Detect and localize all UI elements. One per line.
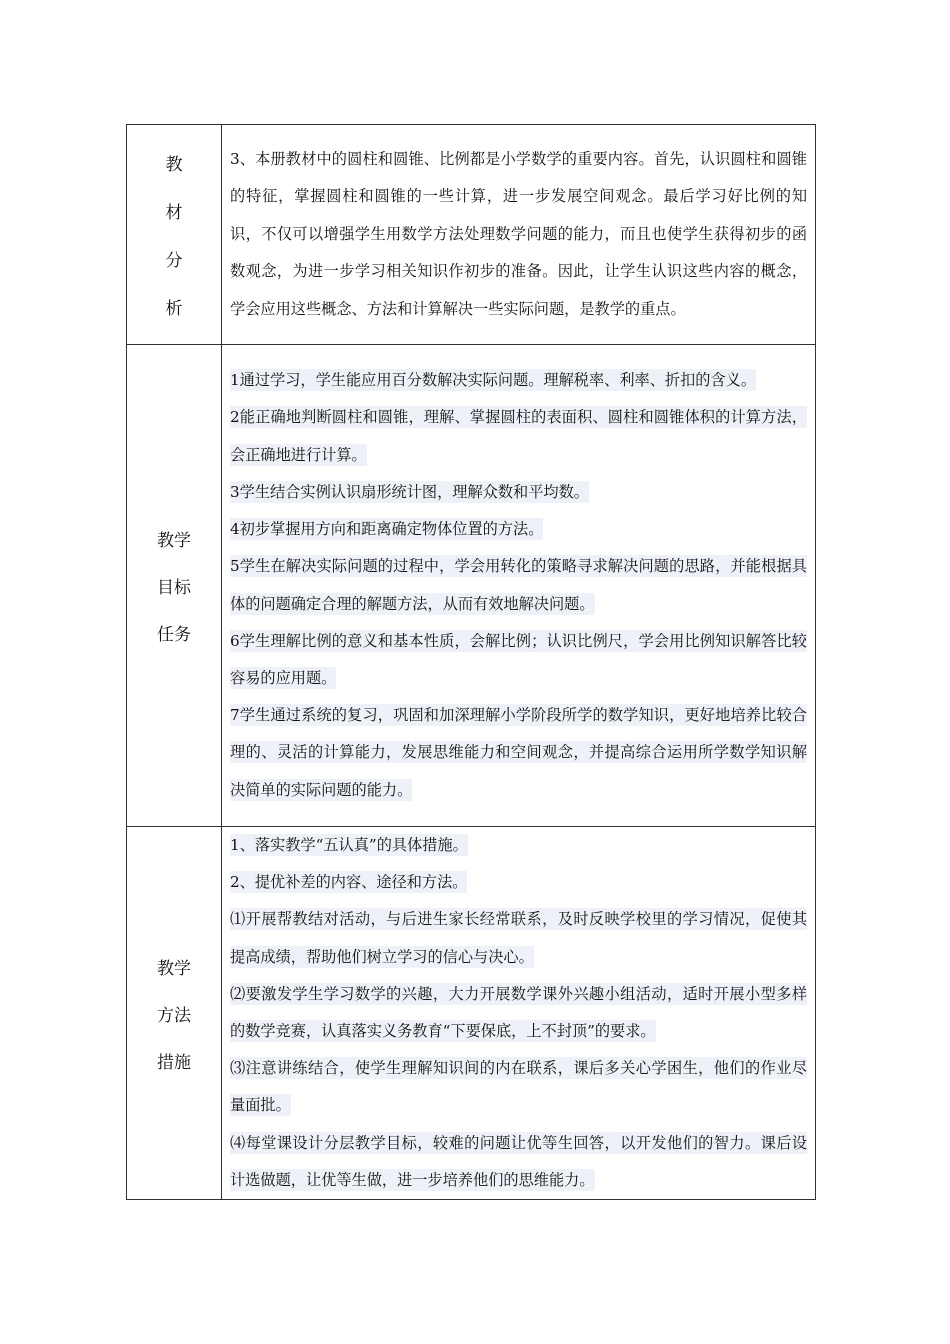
paragraph	[230, 976, 807, 1050]
section-label-line: 方法	[157, 1005, 191, 1026]
section-label-char: 材	[165, 203, 183, 223]
paragraph-text: 2、提优补差的内容、途径和方法。	[230, 873, 468, 892]
paragraph	[230, 623, 807, 697]
section-label-line: 目标	[157, 578, 191, 598]
paragraph	[230, 548, 807, 622]
paragraph	[230, 1050, 807, 1124]
paragraph	[230, 864, 807, 901]
paragraph-text: 6学生理解比例的意义和基本性质，会解比例；认识比例尺，学会用比例知识解答比较容易的应用题。	[230, 631, 807, 687]
paragraph-text: ⑷每堂课设计分层教学目标，较难的问题让优等生回答，以开发他们的智力。课后设计选做题，让优等生做，进一步培养他们的思维能力。	[230, 1133, 807, 1189]
paragraph-text: 2能正确地判断圆柱和圆锥，理解、掌握圆柱的表面积、圆柱和圆锥体积的计算方法，会正确地进行计算。	[230, 408, 807, 464]
paragraph-text: 4初步掌握用方向和距离确定物体位置的方法。	[230, 520, 544, 539]
paragraph-text: 3、本册教材中的圆柱和圆锥、比例都是小学数学的重要内容。首先，认识圆柱和圆锥的特征，掌握圆柱和圆锥的一些计算，进一步发展空间观念。最后学习好比例的知识，不仅可以增强学生用数学方法处理数学问题的能力，而且也使学生获得初步的函数观念，为进一步学习相关知识作初步的准备。因此，让学生认识这些内容的概念，学会应用这些概念、方法和计算解决一些实际问题，是教学的重点。	[230, 149, 807, 318]
table-row	[127, 827, 816, 1200]
paragraph	[230, 511, 807, 548]
paragraph-text: 5学生在解决实际问题的过程中，学会用转化的策略寻求解决问题的思路，并能根据具体的问题确定合理的解题方法，从而有效地解决问题。	[230, 557, 807, 613]
table-row	[127, 125, 816, 345]
paragraph-text: 3学生结合实例认识扇形统计图，理解众数和平均数。	[230, 482, 589, 501]
paragraph-text: 7学生通过系统的复习，巩固和加深理解小学阶段所学的数学知识，更好地培养比较合理的、灵活的计算能力，发展思维能力和空间观念，并提高综合运用所学数学知识解决简单的实际问题的能力。	[230, 706, 807, 799]
section-label-char: 析	[165, 299, 183, 319]
section-label-line: 教学	[157, 958, 191, 979]
paragraph-text: ⑵要激发学生学习数学的兴趣，大力开展数学课外兴趣小组活动，适时开展小型多样的数学竞赛，认真落实义务教育“下要保底，上不封顶”的要求。	[230, 984, 807, 1041]
document-table	[126, 124, 816, 1200]
paragraph-text: 1通过学习，学生能应用百分数解决实际问题。理解税率、利率、折扣的含义。	[230, 371, 757, 390]
section-label	[127, 150, 221, 319]
section-content-cell	[222, 827, 816, 1200]
paragraph	[230, 1125, 807, 1199]
section-label-cell	[127, 345, 222, 827]
section-label-cell	[127, 125, 222, 345]
section-label	[127, 526, 221, 645]
section-label	[127, 954, 221, 1073]
paragraph	[230, 362, 807, 399]
section-label-line: 任务	[157, 625, 191, 645]
section-label-char: 教	[165, 155, 183, 175]
section-content-cell	[222, 345, 816, 827]
paragraph-text: ⑶注意讲练结合，使学生理解知识间的内在联系，课后多关心学困生，他们的作业尽量面批。	[230, 1059, 807, 1115]
section-label-line: 措施	[157, 1052, 191, 1073]
paragraph	[230, 141, 807, 329]
paragraph	[230, 399, 807, 473]
section-label-line: 教学	[157, 531, 191, 551]
paragraph	[230, 697, 807, 809]
table-row	[127, 345, 816, 827]
section-content-cell	[222, 125, 816, 345]
paragraph	[230, 901, 807, 975]
paragraph-text: 1、落实教学“五认真”的具体措施。	[230, 836, 468, 854]
paragraph	[230, 827, 807, 864]
paragraph-text: ⑴开展帮教结对活动，与后进生家长经常联系，及时反映学校里的学习情况，促使其提高成绩，帮助他们树立学习的信心与决心。	[230, 910, 807, 966]
section-label-char: 分	[165, 251, 183, 271]
paragraph	[230, 474, 807, 511]
section-label-cell	[127, 827, 222, 1200]
